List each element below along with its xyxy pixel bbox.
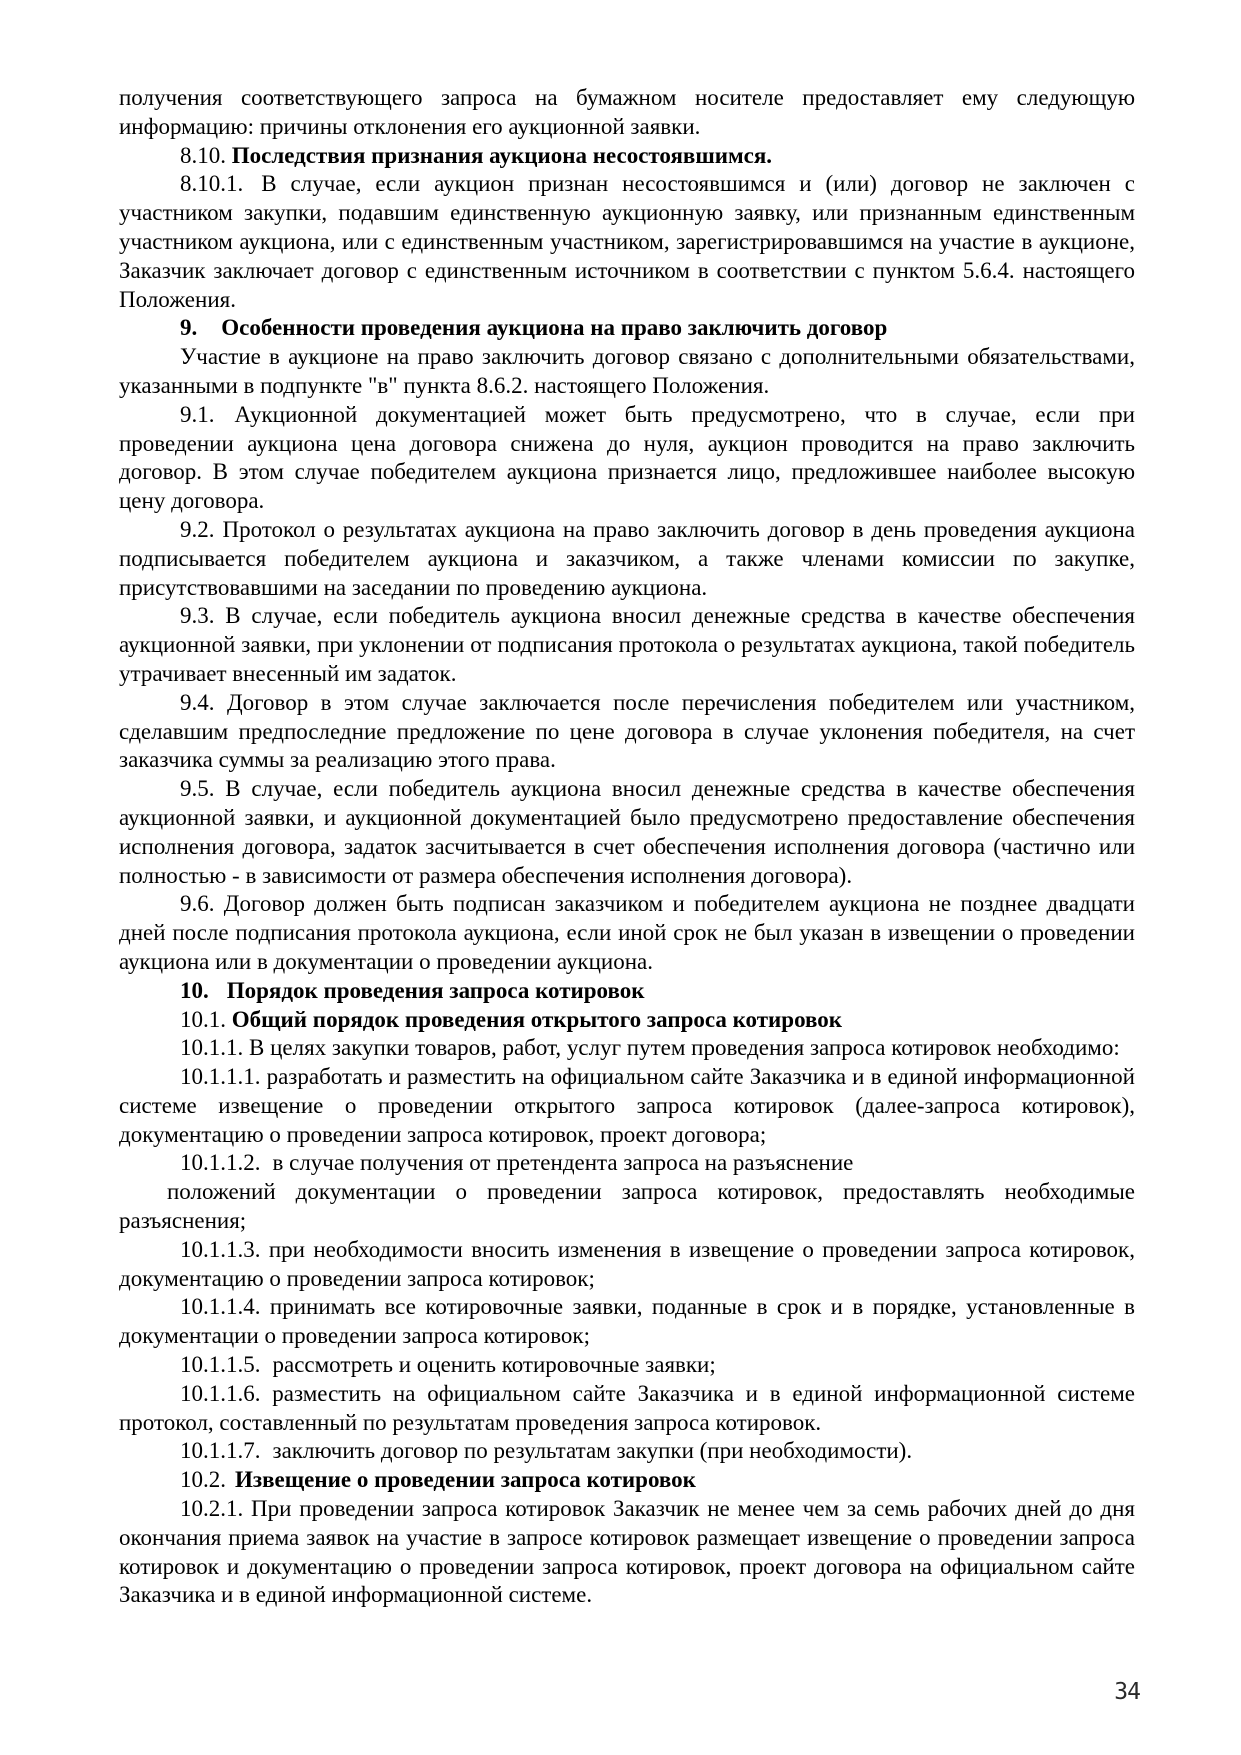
paragraph <box>119 1380 1135 1438</box>
body-text: рассмотреть и оценить котировочные заявки; <box>272 1352 716 1378</box>
tab-space <box>261 1457 273 1458</box>
tab-space <box>226 1486 235 1487</box>
body-text: 10.1.1.7. <box>180 1438 261 1464</box>
heading-text: Извещение о проведении запроса котировок <box>235 1467 696 1493</box>
body-text: 10.1.1.1. разработать и разместить на официальном сайте Заказчика и в единой информационной системе извещение о проведении открытого запроса котировок (далее-запроса котировок), документацию о проведении запроса котировок, проект договора; <box>119 1064 1135 1147</box>
heading-text: 9. <box>180 315 198 341</box>
body-text: получения соответствующего запроса на бумажном носителе предоставляет ему следующую информацию: причины отклонения его аукционной заявки. <box>119 85 1135 139</box>
body-text: 10.1.1.6. разместить на официальном сайте Заказчика и в единой информационной системе протокол, составленный по результатам проведения запроса котировок. <box>119 1380 1135 1435</box>
heading-text: Особенности проведения аукциона на право заключить договор <box>221 315 888 341</box>
tab-space <box>215 421 235 422</box>
body-text: 10.1. <box>180 1006 232 1032</box>
body-text: Участие в аукционе на право заключить договор связано с дополнительными обязательствами, указанными в подпункте "в" пункта 8.6.2. настоящего Положения. <box>119 344 1135 398</box>
tab-space <box>243 190 261 191</box>
body-text: 9.5. В случае, если победитель аукциона вносил денежные средства в качестве обеспечения аукционной заявки, и аукционной документацией было предусмотрено предоставление обеспечения исполнения договора, задаток засчитывается в счет обеспечения исполнения договора (частично или полностью - в зависимости от размера обеспечения исполнения договора). <box>119 776 1135 888</box>
page-number: 34 <box>1114 1679 1140 1705</box>
heading-10 <box>119 977 1135 1006</box>
body-text: 10.1.1.5. <box>180 1352 261 1378</box>
heading-text: 10. <box>180 977 209 1003</box>
heading-10-2 <box>119 1466 1135 1495</box>
paragraph <box>119 1495 1135 1610</box>
body-text: 8.10.1. <box>180 171 244 197</box>
paragraph <box>119 1063 1135 1149</box>
paragraph <box>119 890 1135 976</box>
paragraph <box>119 775 1135 890</box>
paragraph <box>119 1034 1135 1063</box>
heading-text: Общий порядок проведения открытого запроса котировок <box>231 1006 843 1032</box>
body-text: 9.6. Договор должен быть подписан заказчиком и победителем аукциона не позднее двадцати дней после подписания протокола аукциона, если иной срок не был указан в извещении о проведении аукциона или в документации о проведении аукциона. <box>119 891 1135 974</box>
paragraph <box>119 84 1135 142</box>
document-body <box>119 84 1135 1610</box>
paragraph <box>119 1236 1135 1294</box>
body-text: 9.2. <box>180 516 215 542</box>
body-text: 10.2.1. При проведении запроса котировок Заказчик не менее чем за семь рабочих дней до дня окончания приема заявок на участие в запросе котировок размещает извещение о проведении запроса котировок и документацию о проведении запроса котировок, проект договора на официальном сайте Заказчика и в единой информационной системе. <box>119 1496 1135 1608</box>
paragraph <box>119 516 1135 602</box>
body-text: 9.3. В случае, если победитель аукциона вносил денежные средства в качестве обеспечения аукционной заявки, при уклонении от подписания протокола о результатах аукциона, такой победитель утрачивает внесенный им задаток. <box>119 603 1135 686</box>
body-text: 10.1.1. В целях закупки товаров, работ, услуг путем проведения запроса котировок необходимо: <box>180 1035 1120 1061</box>
heading-text: Последствия признания аукциона несостоявшимся. <box>231 142 773 168</box>
tab-space <box>215 536 223 537</box>
paragraph <box>119 401 1135 516</box>
heading-10-1 <box>119 1006 1135 1035</box>
paragraph <box>119 1293 1135 1351</box>
paragraph <box>119 343 1135 401</box>
heading-text: Порядок проведения запроса котировок <box>226 977 645 1003</box>
body-text: 9.4. Договор в этом случае заключается после перечисления победителем или участником, сделавшим предпоследние предложение по цене договора в случае уклонения победителя, на счет заказчика суммы за реализацию этого права. <box>119 689 1135 773</box>
paragraph <box>119 1178 1135 1236</box>
body-text: 10.2. <box>180 1467 226 1493</box>
paragraph <box>119 1149 1135 1178</box>
body-text: 8.10. <box>180 142 232 168</box>
paragraph <box>119 1437 1135 1466</box>
tab-space <box>261 1371 273 1372</box>
body-text: положений документации о проведении запроса котировок, предоставлять необходимые разъяснения; <box>119 1179 1135 1234</box>
tab-space <box>261 1169 273 1170</box>
body-text: 9.1. <box>180 401 215 427</box>
body-text: в случае получения от претендента запроса на разъяснение <box>272 1150 854 1176</box>
body-text: Аукционной документацией может быть предусмотрено, что в случае, если при проведении аукциона цена договора снижена до нуля, аукцион проводится на право заключить договор. В этом случае победителем аукциона признается лицо, предложившее наиболее высокую цену договора. <box>119 401 1135 514</box>
body-text: 10.1.1.2. <box>180 1150 261 1176</box>
body-text: Протокол о результатах аукциона на право заключить договор в день проведения аукциона подписывается победителем аукциона и заказчиком, а также членами комиссии по закупке, присутствовавшими на заседании по проведению аукциона. <box>119 516 1135 600</box>
paragraph <box>119 602 1135 688</box>
body-text: 10.1.1.4. принимать все котировочные заявки, поданные в срок и в порядке, установленные в документации о проведении запроса котировок; <box>119 1294 1135 1349</box>
paragraph <box>119 1351 1135 1380</box>
tab-space <box>209 997 227 998</box>
paragraph <box>119 170 1135 314</box>
body-text: 10.1.1.3. при необходимости вносить изменения в извещение о проведении запроса котировок, документацию о проведении запроса котировок; <box>119 1236 1135 1291</box>
paragraph <box>119 689 1135 775</box>
heading-9 <box>119 314 1135 343</box>
body-text: В случае, если аукцион признан несостоявшимся и (или) договор не заключен с участником закупки, подавшим единственную аукционную заявку, или признанным единственным участником аукциона, или с единственным участником, зарегистрировавшимся на участие в аукционе, Заказчик заключает договор с единственным источником в соответствии с пунктом 5.6.4. настоящего Положения. <box>119 171 1135 312</box>
body-text: заключить договор по результатам закупки (при необходимости). <box>272 1438 913 1464</box>
heading-8-10 <box>119 142 1135 171</box>
tab-space <box>197 334 221 335</box>
